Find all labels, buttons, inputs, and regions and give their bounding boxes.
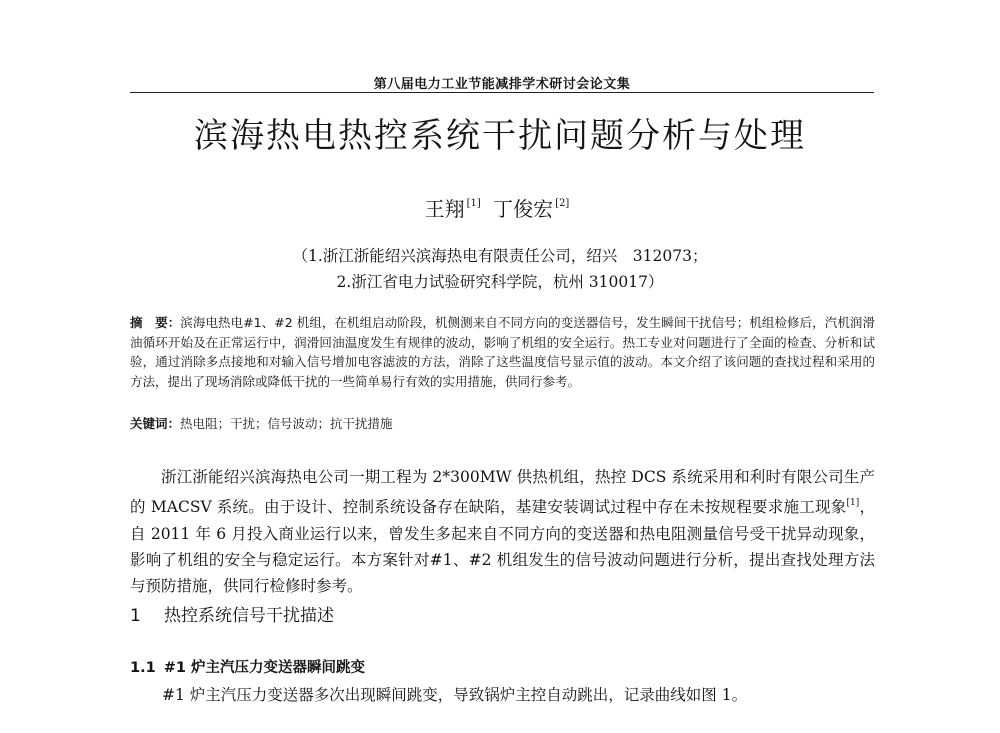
subsection-heading: [130, 657, 365, 679]
affiliation-line: 2.浙江省电力试验研究科学院，杭州 310017）: [336, 273, 664, 291]
abstract: [130, 313, 875, 391]
intro-text: 浙江浙能绍兴滨海热电公司一期工程为 2*300MW 供热机组，热控 DCS 系统采用和利时有限公司生产的 MACSV 系统。由于设计、控制系统设备存在缺陷，基建安装调试过程中存在未按规程要求施工现象: [130, 468, 875, 517]
subsection-number: 1.1: [130, 660, 156, 676]
abstract-text: 滨海电热电#1、#2 机组，在机组启动阶段，机侧测来自不同方向的变送器信号，发生瞬间干扰信号；机组检修后，汽机润滑油循环开始及在正常运行中，润滑回油温度发生有规律的波动，影响了机组的安全运行。热工专业对问题进行了全面的检查、分析和试验，通过消除多点接地和对输入信号增加电容滤波的方法，消除了这些温度信号显示值的波动。本文介绍了该问题的查找过程和采用的方法，提出了现场消除或降低干扰的一些简单易行有效的实用措施，供同行参考。: [130, 315, 875, 389]
abstract-label: 摘 要：: [130, 315, 181, 330]
author-name: 丁俊宏: [493, 197, 554, 221]
affiliations: [150, 243, 850, 295]
affiliation-line: （1.浙江浙能绍兴滨海热电有限责任公司，绍兴 312073；: [292, 247, 708, 265]
keywords-text: 热电阻；干扰；信号波动；抗干扰措施: [180, 416, 393, 431]
section-heading: [130, 604, 334, 628]
author-ref: [2]: [555, 198, 570, 209]
author-line: [100, 190, 900, 223]
intro-paragraph: [130, 464, 875, 599]
section-number: 1: [130, 606, 141, 626]
author-name: 王翔: [424, 197, 465, 221]
subsection-title: #1 炉主汽压力变送器瞬间跳变: [163, 660, 365, 676]
keywords: [130, 414, 875, 434]
author-ref: [1]: [466, 198, 481, 209]
subsection-paragraph: #1 炉主汽压力变送器多次出现瞬间跳变，导致锅炉主控自动跳出，记录曲线如图 1。: [162, 686, 748, 704]
paper-title: 滨海热电热控系统干扰问题分析与处理: [194, 116, 806, 156]
header-rule: [130, 92, 874, 93]
running-header: 第八届电力工业节能减排学术研讨会论文集: [373, 77, 631, 92]
citation-ref: [1]: [846, 498, 860, 509]
keywords-label: 关键词：: [130, 416, 181, 431]
section-title: 热控系统信号干扰描述: [164, 606, 334, 626]
intro-text-cont: ，自 2011 年 6 月投入商业运行以来，曾发生多起来自不同方向的变送器和热电阻测量信号受干扰异动现象，影响了机组的安全与稳定运行。本方案针对#1、#2 机组发生的信号波动问题进行分析，提出查找处理方法与预防措施，供同行检修时参考。: [130, 498, 875, 596]
